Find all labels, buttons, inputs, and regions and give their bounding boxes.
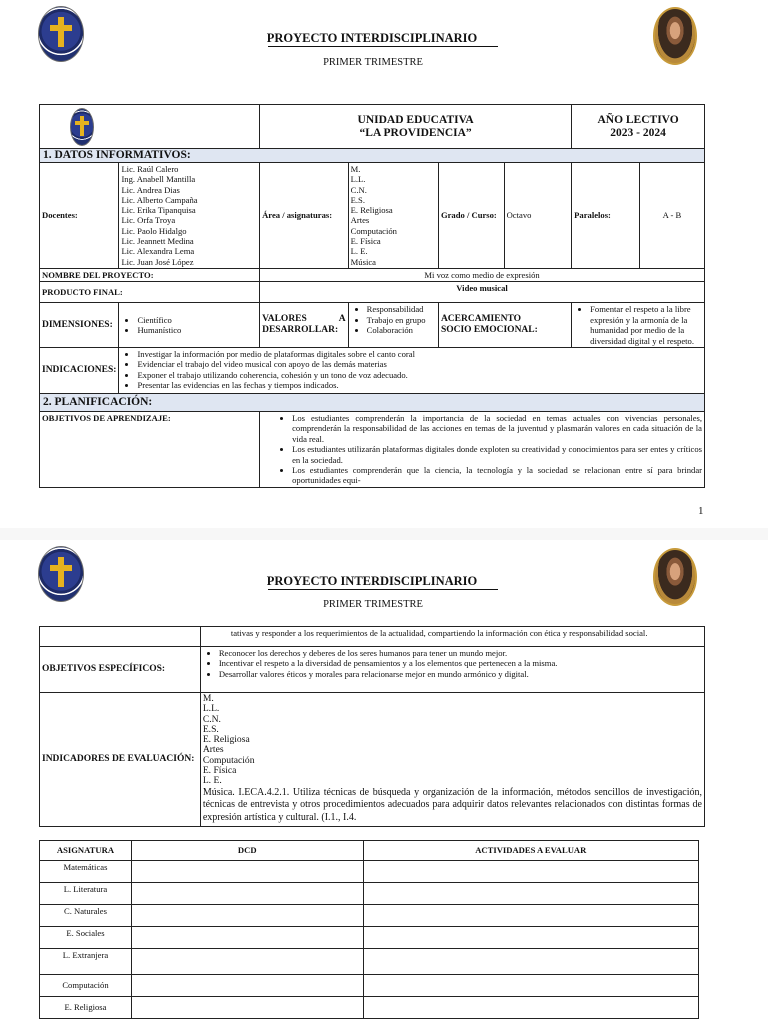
dimensiones-list <box>119 303 260 348</box>
document-page-2 <box>0 540 768 1024</box>
objetivos-aprendizaje-label: OBJETIVOS DE APRENDIZAJE: <box>40 412 260 488</box>
indicacion-item: • Investigar la información por medio de plataformas digitales sobre el canto coral <box>137 349 702 359</box>
indicadores-evaluacion-list <box>200 693 704 827</box>
indicador-item: Computación <box>202 754 255 766</box>
indicador-item: E.S. <box>202 723 219 735</box>
valor-item: • Colaboración <box>367 325 436 335</box>
objetivos-especificos-list <box>200 647 704 693</box>
docente-item: Lic. Erika Tipanquisa <box>121 205 196 216</box>
actividades-cell[interactable] <box>363 997 698 1019</box>
valor-item: • Responsabilidad <box>367 304 436 314</box>
indicadores-evaluacion-label: INDICADORES DE EVALUACIÓN: <box>40 693 201 827</box>
section-datos-informativos: 1. DATOS INFORMATIVOS: <box>40 149 705 163</box>
datos-informativos-table <box>39 104 705 488</box>
objetivos-empty-cell <box>40 627 201 647</box>
table-row <box>40 997 699 1019</box>
dcd-cell[interactable] <box>131 883 363 905</box>
asignatura-cell: L. Extranjera <box>40 949 132 975</box>
document-subtitle: PRIMER TRIMESTRE <box>323 57 423 68</box>
indicador-item: Artes <box>202 744 224 756</box>
docente-item: Lic. Jeannett Medina <box>121 236 194 247</box>
actividades-cell[interactable] <box>363 927 698 949</box>
producto-final-label: PRODUCTO FINAL: <box>40 282 260 303</box>
indicacion-item: • Evidenciar el trabajo del video musical con apoyo de las demás materias <box>137 359 702 369</box>
asignatura-item: E. Religiosa <box>350 205 393 216</box>
docente-item: Lic. Alberto Campaña <box>121 194 198 205</box>
col-header-actividades: ACTIVIDADES A EVALUAR <box>363 841 698 861</box>
asignatura-cell: E. Sociales <box>40 927 132 949</box>
producto-final-value: Video musical <box>260 282 705 303</box>
acercamiento-label-line2: SOCIO EMOCIONAL: <box>440 325 538 336</box>
school-seal-small-logo <box>70 108 94 146</box>
table-row <box>40 883 699 905</box>
indicador-item: E. Religiosa <box>202 734 250 746</box>
objetivos-especificos-label: OBJETIVOS ESPECÍFICOS: <box>40 647 201 693</box>
saint-portrait-image <box>653 7 697 65</box>
nombre-proyecto-label: NOMBRE DEL PROYECTO: <box>40 268 260 281</box>
objetivo-aprendizaje-item: • Los estudiantes comprenderán que la ciencia, la tecnología y la sociedad se relacionan entre sí para brindar oportunidades equi- <box>292 465 702 486</box>
indicador-item: M. <box>202 693 214 704</box>
asignatura-item: E.S. <box>350 194 365 205</box>
acercamiento-label-line1: ACERCAMIENTO <box>440 314 521 325</box>
school-seal-logo <box>38 6 84 62</box>
dcd-cell[interactable] <box>131 905 363 927</box>
dimension-item: • Científico <box>137 315 257 325</box>
school-year-label: AÑO LECTIVO <box>597 113 679 126</box>
actividades-cell[interactable] <box>363 975 698 997</box>
docente-item: Ing. Anabell Mantilla <box>121 174 196 185</box>
document-title: PROYECTO INTERDISCIPLINARIO <box>266 574 478 588</box>
indicador-item: L.L. <box>202 703 220 715</box>
indicador-item: L. E. <box>202 775 222 787</box>
asignatura-cell: C. Naturales <box>40 905 132 927</box>
institution-name-line2: “LA PROVIDENCIA” <box>359 126 472 139</box>
saint-portrait-image <box>653 548 697 606</box>
indicaciones-label: INDICACIONES: <box>40 348 119 394</box>
dcd-cell[interactable] <box>131 949 363 975</box>
section-planificacion: 2. PLANIFICACIÓN: <box>40 394 705 412</box>
dcd-cell[interactable] <box>131 861 363 883</box>
acercamiento-list <box>572 303 705 348</box>
planificacion-table-continued <box>39 626 705 827</box>
objetivos-aprendizaje-list <box>260 412 705 488</box>
institution-name-line1: UNIDAD EDUCATIVA <box>357 113 474 126</box>
table-row <box>40 861 699 883</box>
asignaturas-list <box>348 163 438 269</box>
objetivo-especifico-item: • Reconocer los derechos y deberes de los seres humanos para tener un mundo mejor. <box>219 648 702 658</box>
col-header-dcd: DCD <box>131 841 363 861</box>
school-year-value: 2023 - 2024 <box>610 126 666 139</box>
actividades-cell[interactable] <box>363 883 698 905</box>
table-row <box>40 927 699 949</box>
docente-item: Lic. Orfa Troya <box>121 215 176 226</box>
objetivo-aprendizaje-item: • Los estudiantes utilizarán plataformas digitales donde exploten su creatividad y conocimientos para ser entes y críticos en la sociedad. <box>292 444 702 465</box>
indicacion-item: • Presentar las evidencias en las fechas y tiempos indicados. <box>137 380 702 390</box>
acercamiento-label <box>438 303 571 348</box>
institution-logo-cell <box>40 105 260 149</box>
indicador-item: E. Física <box>202 765 237 777</box>
indicacion-item: • Exponer el trabajo utilizando coherencia, cohesión y un tono de voz adecuado. <box>137 370 702 380</box>
actividades-cell[interactable] <box>363 949 698 975</box>
actividades-cell[interactable] <box>363 905 698 927</box>
document-subtitle: PRIMER TRIMESTRE <box>323 599 423 610</box>
evaluacion-table <box>39 840 699 1019</box>
page-number: 1 <box>698 505 704 517</box>
objetivo-especifico-item: • Desarrollar valores éticos y morales para relacionarse mejor en mundo armónico y digital. <box>219 669 702 679</box>
acercamiento-item: • Fomentar el respeto a la libre expresión y la armonía de la humanidad por medio de la diversidad digital y el respeto. <box>590 304 702 346</box>
asignatura-item: C.N. <box>350 184 367 195</box>
objetivos-continuation: tativas y responder a los requerimientos de la actualidad, compartiendo la información con ética y responsabilidad social. <box>200 627 704 647</box>
docentes-label: Docentes: <box>40 163 119 269</box>
objetivo-aprendizaje-item: • Los estudiantes comprenderán la importancia de la sociedad en temas actuales con vivencias personales, comprenderán la responsabilidad de las acciones en temas de la juventud y plasmarán valores en cada situación de la vida real. <box>292 413 702 444</box>
asignatura-cell: Matemáticas <box>40 861 132 883</box>
asignatura-cell: E. Religiosa <box>40 997 132 1019</box>
valores-list <box>348 303 438 348</box>
valores-label-word: VALORES <box>262 314 307 325</box>
title-underline <box>268 46 498 47</box>
dimension-item: • Humanístico <box>137 325 257 335</box>
asignatura-item: Artes <box>350 215 370 226</box>
valores-label-desarrollar: DESARROLLAR: <box>262 325 339 336</box>
dimensiones-label: DIMENSIONES: <box>40 303 119 348</box>
title-underline <box>268 589 498 590</box>
asignatura-item: L. E. <box>350 246 368 257</box>
indicaciones-list <box>119 348 705 394</box>
table-row <box>40 949 699 975</box>
institution-name-cell <box>260 105 572 149</box>
asignatura-cell: Computación <box>40 975 132 997</box>
asignatura-item: L.L. <box>350 174 366 185</box>
dcd-cell[interactable] <box>131 975 363 997</box>
docente-item: Lic. Alexandra Lema <box>121 246 195 257</box>
paralelos-label: Paralelos: <box>572 163 640 269</box>
paralelos-value: A - B <box>639 163 704 269</box>
docente-item: Lic. Andrea Dias <box>121 184 180 195</box>
indicador-item: C.N. <box>202 713 221 725</box>
grado-value: Octavo <box>504 163 572 269</box>
indicador-musica: Música. I.ECA.4.2.1. Utiliza técnicas de búsqueda y organización de la información, métodos sencillos de investigación, técnicas de entrevista y otros procedimientos adecuados para adquirir datos relevantes relacionados con distintas formas de expresión artística y cultural. (I.1., I.4. <box>202 786 702 823</box>
nombre-proyecto-value: Mi voz como medio de expresión <box>260 268 705 281</box>
asignatura-item: Música <box>350 256 376 267</box>
dcd-cell[interactable] <box>131 997 363 1019</box>
table-row <box>40 975 699 997</box>
asignatura-item: M. <box>350 164 361 174</box>
school-year-cell <box>572 105 705 149</box>
col-header-asignatura: ASIGNATURA <box>40 841 132 861</box>
asignatura-item: Computación <box>350 225 397 236</box>
docentes-list <box>119 163 260 269</box>
table-row <box>40 905 699 927</box>
valores-label <box>260 303 349 348</box>
school-seal-logo <box>38 546 84 602</box>
document-title: PROYECTO INTERDISCIPLINARIO <box>266 31 478 45</box>
area-label: Área / asignaturas: <box>260 163 349 269</box>
grado-label: Grado / Curso: <box>438 163 504 269</box>
docente-item: Lic. Raúl Calero <box>121 164 179 174</box>
asignatura-item: E. Física <box>350 236 381 247</box>
valores-label-a: A <box>338 314 346 325</box>
actividades-cell[interactable] <box>363 861 698 883</box>
objetivo-especifico-item: • Incentivar el respeto a la diversidad de pensamientos y a los elementos que pertenecen a la misma. <box>219 658 702 668</box>
asignatura-cell: L. Literatura <box>40 883 132 905</box>
docente-item: Lic. Juan José López <box>121 256 194 267</box>
dcd-cell[interactable] <box>131 927 363 949</box>
valor-item: • Trabajo en grupo <box>367 315 436 325</box>
docente-item: Lic. Paolo Hidalgo <box>121 225 187 236</box>
